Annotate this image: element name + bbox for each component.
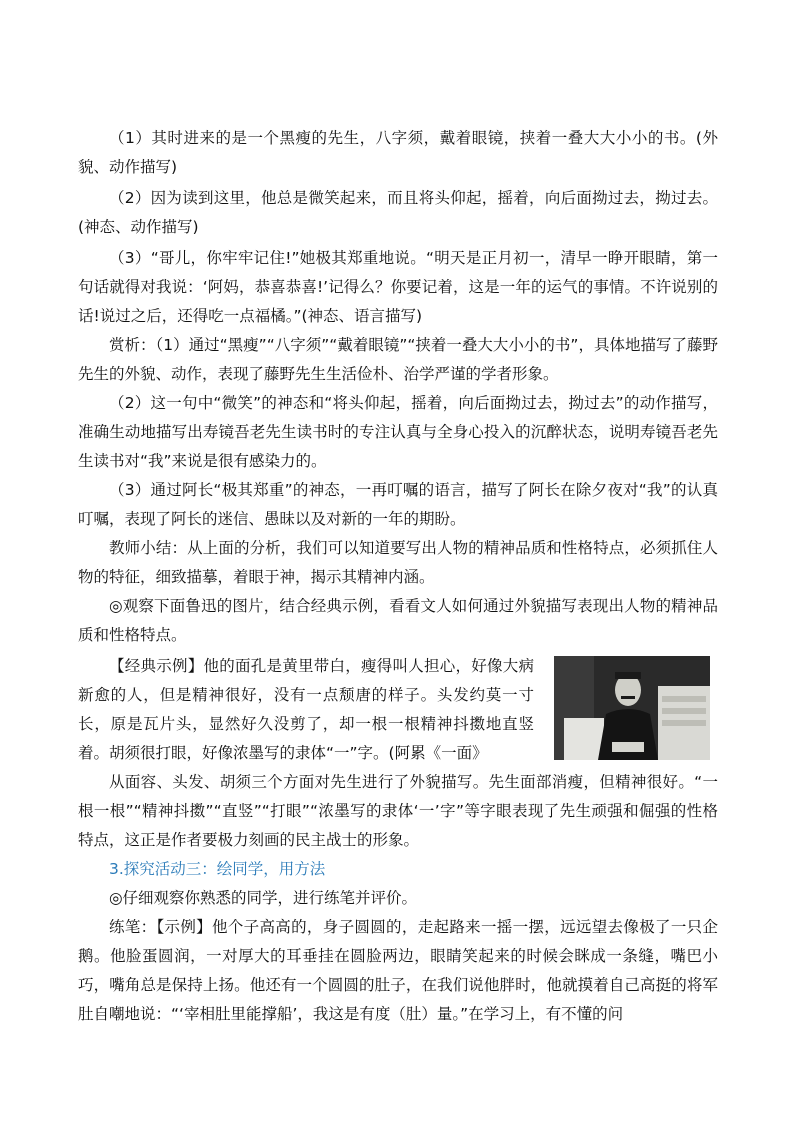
analysis-1: 赏析：（1）通过“黑瘦”“八字须”“戴着眼镜”“挟着一叠大大小小的书”，具体地描写了藤野先生的外貌、动作，表现了藤野先生生活俭朴、治学严谨的学者形象。: [78, 336, 718, 383]
example-2: （2）因为读到这里，他总是微笑起来，而且将头仰起，摇着，向后面拗过去，拗过去。(神态、动作描写): [78, 189, 718, 236]
lu-xun-photo: [554, 656, 710, 760]
observe-instruction: ◎观察下面鲁迅的图片，结合经典示例，看看文人如何通过外貌描写表现出人物的精神品质和性格特点。: [78, 597, 718, 644]
example-3: （3）“哥儿，你牢牢记住!”她极其郑重地说。“明天是正月初一，清早一睁开眼睛，第一句话就得对我说：‘阿妈，恭喜恭喜!’记得么？你要记着，这是一年的运气的事情。不许说别的话!说过之后，还得吃一点福橘。”(神态、语言描写): [78, 249, 718, 325]
writing-practice: 练笔：【示例】他个子高高的，身子圆圆的，走起路来一摇一摆，远远望去像极了一只企鹅。他脸蛋圆润，一对厚大的耳垂挂在圆脸两边，眼睛笑起来的时候会眯成一条缝，嘴巴小巧，嘴角总是保持上扬。他还有一个圆圆的肚子，在我们说他胖时，他就摸着自己高挺的将军肚自嘲地说：“‘宰相肚里能撑船’，我这是有度（肚）量。”在学习上，有不懂的问: [78, 918, 718, 1023]
observe-classmate-instruction: ◎仔细观察你熟悉的同学，进行练笔并评价。: [109, 889, 418, 907]
analysis-3: （3）通过阿长“极其郑重”的神态，一再叮嘱的语言，描写了阿长在除夕夜对“我”的认真叮嘱，表现了阿长的迷信、愚昧以及对新的一年的期盼。: [78, 481, 718, 528]
document-body: [78, 124, 718, 1029]
classic-example-block: [78, 652, 718, 768]
teacher-summary: 教师小结：从上面的分析，我们可以知道要写出人物的精神品质和性格特点，必须抓住人物的特征，细致描摹，着眼于神，揭示其精神内涵。: [78, 539, 718, 586]
classic-example-analysis: 从面容、头发、胡须三个方面对先生进行了外貌描写。先生面部消瘦，但精神很好。“一根一根”“精神抖擞”“直竖”“打眼”“浓墨写的隶体‘一’字”等字眼表现了先生顽强和倔强的性格特点，这正是作者要极力刻画的民主战士的形象。: [78, 773, 718, 849]
activity-3-heading: 3.探究活动三：绘同学，用方法: [109, 860, 326, 878]
analysis-2: （2）这一句中“微笑”的神态和“将头仰起，摇着，向后面拗过去，拗过去”的动作描写，准确生动地描写出寿镜吾老先生读书时的专注认真与全身心投入的沉醉状态，说明寿镜吾老先生读书对“我”来说是很有感染力的。: [78, 394, 718, 470]
classic-example-text: 【经典示例】他的面孔是黄里带白，瘦得叫人担心，好像大病新愈的人，但是精神很好，没有一点颓唐的样子。头发约莫一寸长，原是瓦片头，显然好久没剪了，却一根一根精神抖擞地直竖着。胡须很打眼，好像浓墨写的隶体“一”字。(阿累《一面》: [78, 657, 534, 762]
portrait-image: [554, 656, 710, 760]
example-1: （1）其时进来的是一个黑瘦的先生，八字须，戴着眼镜，挟着一叠大大小小的书。(外貌、动作描写): [78, 129, 718, 176]
